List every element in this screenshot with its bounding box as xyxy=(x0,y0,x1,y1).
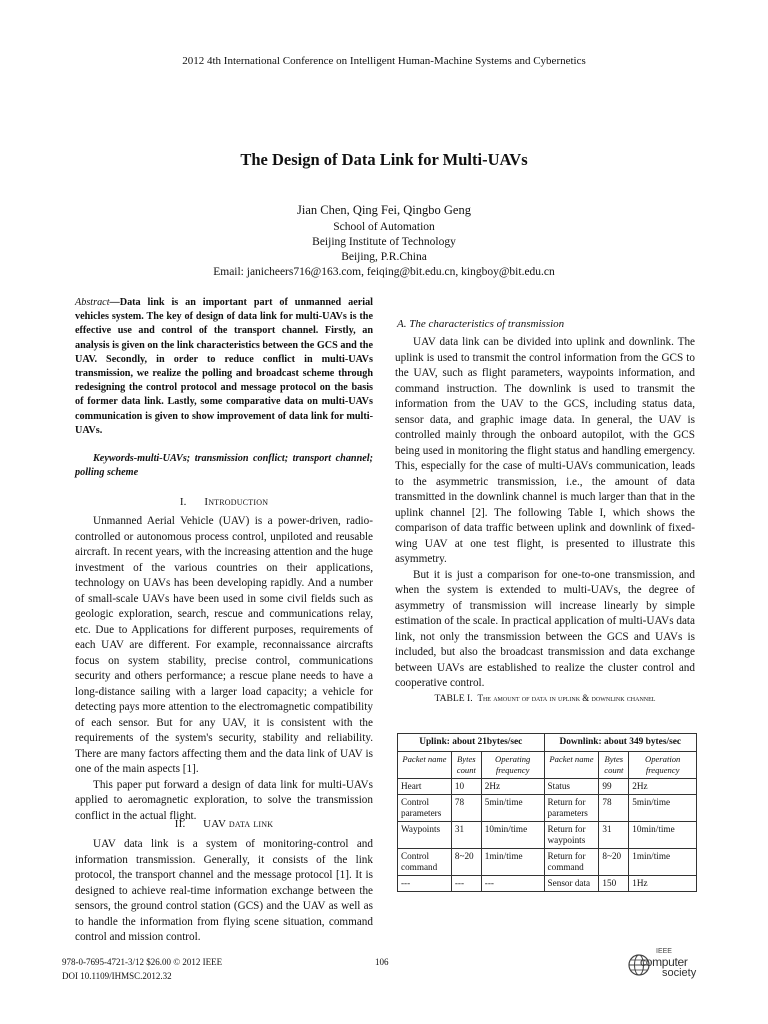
table-cell: 78 xyxy=(451,795,481,822)
table-cell: Return for waypoints xyxy=(544,822,599,849)
keywords-label: Keywords- xyxy=(93,453,138,464)
data-table-wrapper xyxy=(397,733,697,892)
section-heading-data-link xyxy=(75,818,373,830)
table-caption-text: The amount of data in uplink & downlink channel xyxy=(477,693,656,703)
abstract-text: —Data link is an important part of unmanned aerial vehicles system. The key of design of data link for multi-UAVs is the effective use and control of the transport channel. Firstly, an analysis is given on the link characteristics between the GCS and the UAV. Secondly, in order to reduce conflict in multi-UAVs transmission, we realize the polling and broadcast scheme through redesigning the control protocol and message protocol on the basis of former data link. Lastly, some comparative data on multi-UAVs communication is given to show improvement of data link for multi-UAVs. xyxy=(75,297,373,436)
table-cell: Return for parameters xyxy=(544,795,599,822)
table-cell: Return for command xyxy=(544,849,599,876)
logo-text-ieee: IEEE xyxy=(656,948,672,955)
column-header: Bytes count xyxy=(599,752,629,779)
paragraph: This paper put forward a design of data link for multi-UAVs applied to aeromagnetic exploration, to solve the transmission conflict in the actual flight. xyxy=(75,778,373,822)
paragraph: But it is just a comparison for one-to-one transmission, and when the system is extended to multi-UAVs, the degree of asymmetry of transmission will increase linearly by simple estimation of the scale. In practical application of multi-UAVs data link, not only the transmission between the GCS and UAVs is included, but also the broadcast transmission and data exchange between UAVs are established to realize the cluster control and cooperative control. xyxy=(395,568,695,689)
footer-doi: DOI 10.1109/IHMSC.2012.32 xyxy=(62,971,172,981)
column-header: Bytes count xyxy=(451,752,481,779)
table-cell: 1Hz xyxy=(629,876,697,892)
table-cell: Status xyxy=(544,779,599,795)
table-row xyxy=(398,822,697,849)
table-cell: 5min/time xyxy=(629,795,697,822)
subsection-body xyxy=(395,335,695,692)
abstract xyxy=(75,296,373,438)
table-cell: Sensor data xyxy=(544,876,599,892)
introduction-body xyxy=(75,514,373,824)
table-cell: 2Hz xyxy=(481,779,544,795)
affiliation-line: School of Automation xyxy=(333,221,435,233)
table-number: TABLE I. xyxy=(434,693,473,704)
table-row xyxy=(398,779,697,795)
affiliation-line: Beijing, P.R.China xyxy=(341,251,427,263)
paragraph: Unmanned Aerial Vehicle (UAV) is a power-driven, radio-controlled or autonomous process control, unpiloted and reusable aircraft. In recent years, with the increasing attention and the huge investment of the various countries on their applications, technology on UAVs has been developing rapidly. And a number of small-scale UAVs have been used in some civil fields such as geologic exploration, search, rescue and communications relay, etc. Due to Applications for different purposes, requirements of each UAV are different. For example, reconnaissance aircrafts focus on system stability, precise control, communications security and others performance; a rescue plane needs to have a long-distance sailing with a larger load capacity; a vehicle for detecting pays more attention to the electromagnetic compatibility of each sensor. But for any UAV, it is consistent with the requirements of the system's security, stability and reliability. There are many factors affecting them and the data link of UAV is one of the main aspects [1]. xyxy=(75,515,373,775)
logo-text-computer: computer xyxy=(640,955,688,969)
table-row xyxy=(398,795,697,822)
footer-isbn: 978-0-7695-4721-3/12 $26.00 © 2012 IEEE xyxy=(62,957,223,967)
conference-header: 2012 4th International Conference on Intelligent Human-Machine Systems and Cybernetics xyxy=(182,55,586,67)
subsection-heading: A. The characteristics of transmission xyxy=(397,318,565,330)
table-cell: 99 xyxy=(599,779,629,795)
table-cell: 78 xyxy=(599,795,629,822)
table-cell: 8~20 xyxy=(451,849,481,876)
section-number: I. xyxy=(179,496,187,508)
affiliation-line: Beijing Institute of Technology xyxy=(312,236,456,248)
table-cell: 10min/time xyxy=(629,822,697,849)
table-column-header-row xyxy=(398,752,697,779)
table-cell: Control command xyxy=(398,849,452,876)
section-title: UAV data link xyxy=(203,818,274,830)
paragraph: UAV data link is a system of monitoring-control and information transmission. Generally, it consists of the link protocol, the transport channel and the message protocol [1]. It is designed to achieve real-time information exchange between the sensors, the ground control station (GCS) and the UAV as well as to handle the information from flying scene situation, command control and mission control. xyxy=(75,838,373,943)
table-cell: 31 xyxy=(599,822,629,849)
column-header: Operating frequency xyxy=(481,752,544,779)
table-cell: --- xyxy=(451,876,481,892)
section-number: II. xyxy=(174,818,186,830)
data-link-body xyxy=(75,837,373,946)
data-table xyxy=(397,733,697,892)
column-header: Packet name xyxy=(544,752,599,779)
page-number: 106 xyxy=(375,957,389,967)
table-cell: 1min/time xyxy=(629,849,697,876)
table-cell: 2Hz xyxy=(629,779,697,795)
table-cell: Waypoints xyxy=(398,822,452,849)
table-cell: Heart xyxy=(398,779,452,795)
uplink-header: Uplink: about 21bytes/sec xyxy=(398,734,545,752)
ieee-computer-society-logo xyxy=(626,948,736,980)
paper-title: The Design of Data Link for Multi-UAVs xyxy=(240,150,528,169)
table-caption xyxy=(395,693,695,704)
table-cell: 10min/time xyxy=(481,822,544,849)
table-row xyxy=(398,849,697,876)
column-header: Operation frequency xyxy=(629,752,697,779)
table-cell: 5min/time xyxy=(481,795,544,822)
table-cell: Control parameters xyxy=(398,795,452,822)
table-group-header-row xyxy=(398,734,697,752)
abstract-label: Abstract xyxy=(75,297,110,308)
table-cell: 10 xyxy=(451,779,481,795)
section-heading-introduction xyxy=(75,496,373,508)
downlink-header: Downlink: about 349 bytes/sec xyxy=(544,734,696,752)
table-cell: 31 xyxy=(451,822,481,849)
logo-text-society: society xyxy=(662,967,697,979)
affiliation xyxy=(0,220,768,280)
section-title: Introduction xyxy=(204,496,269,508)
table-row xyxy=(398,876,697,892)
keywords-text: multi-UAVs; transmission conflict; transport channel; polling scheme xyxy=(75,453,373,479)
table-cell: 1min/time xyxy=(481,849,544,876)
keywords xyxy=(75,452,373,480)
table-cell: 8~20 xyxy=(599,849,629,876)
column-header: Packet name xyxy=(398,752,452,779)
table-cell: --- xyxy=(398,876,452,892)
paragraph: UAV data link can be divided into uplink and downlink. The uplink is used to transmit the control information from the GCS to the UAV, such as flight parameters, waypoints information, and command instruction. The downlink is used to transmit the information from the UAV to the GCS, including status data, sensor data, and graphic image data. In general, the UAV is controlled mainly through the onboard autopilot, with the GCS being used in monitoring the flight status and handling emergency. This, especially for the case of multi-UAVs communication, leads to the asymmetric transmission, i.e., the amount of data transmitted in the downlink channel is much larger than that in the uplink channel [2]. The following Table I, which shows the comparison of data traffic between uplink and downlink of fixed-wing UAV at one test flight, is presented to illustrate this asymmetry. xyxy=(395,336,695,565)
email-line: Email: janicheers716@163.com, feiqing@bit.edu.cn, kingboy@bit.edu.cn xyxy=(213,266,555,278)
table-cell: --- xyxy=(481,876,544,892)
authors: Jian Chen, Qing Fei, Qingbo Geng xyxy=(297,203,471,217)
table-cell: 150 xyxy=(599,876,629,892)
